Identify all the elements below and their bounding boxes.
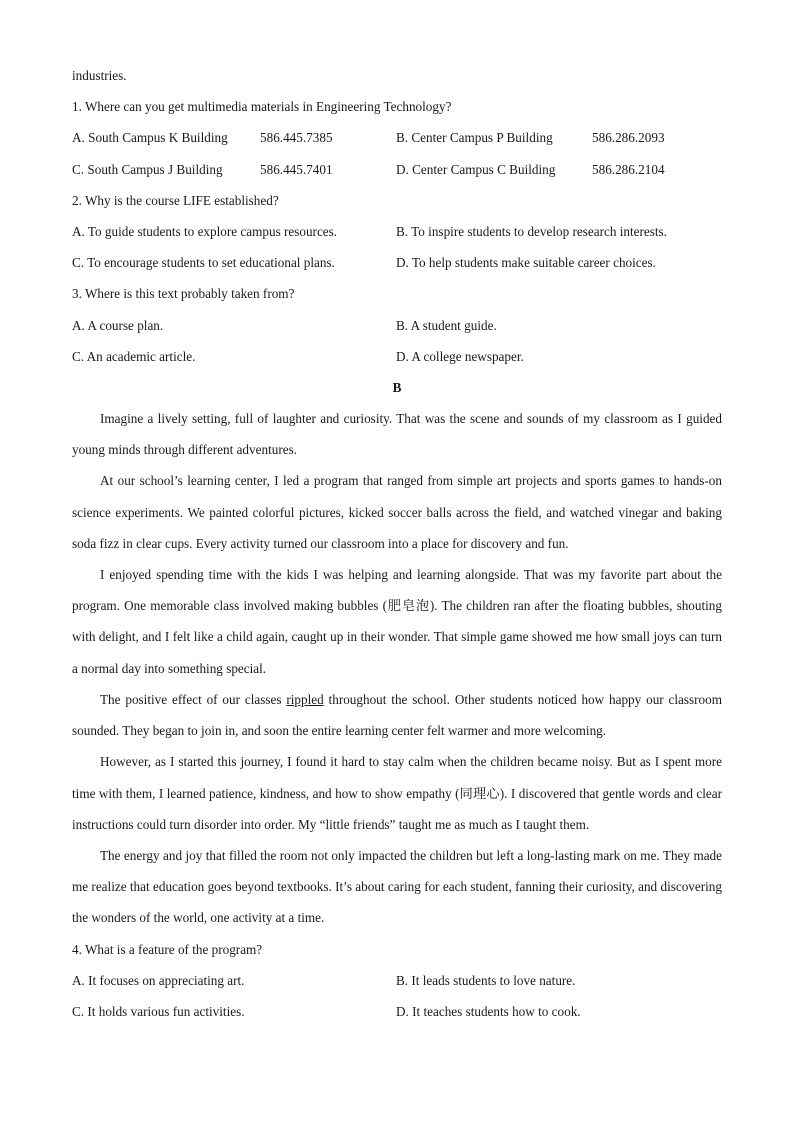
q3-option-d: D. A college newspaper.	[396, 348, 524, 364]
question-1: 1. Where can you get multimedia materials in Engineering Technology?	[72, 99, 452, 115]
question-4: 4. What is a feature of the program?	[72, 941, 263, 957]
q4-options-row-1	[72, 965, 722, 996]
q1-options-row-2	[72, 154, 722, 185]
q1-options-row-1	[72, 122, 722, 153]
q1-option-b: B. Center Campus P Building	[396, 130, 553, 146]
q1-option-a-phone: 586.445.7385	[260, 130, 333, 146]
question-3: 3. Where is this text probably taken from?	[72, 286, 295, 302]
section-b-paragraph-1: Imagine a lively setting, full of laughter and curiosity. That was the scene and sounds of my classroom as I guided young minds through different adventures.	[72, 411, 722, 458]
q4-option-d: D. It teaches students how to cook.	[396, 1003, 581, 1019]
q1-option-c: C. South Campus J Building	[72, 161, 223, 177]
section-b-paragraph-3: I enjoyed spending time with the kids I was helping and learning alongside. That was my favorite part about the program. One memorable class involved making bubbles (肥皂泡). The children ran after the floating bubbles, shouting with delight, and I felt like a child again, caught up in their wonder. That simple game showed me how small joys can turn a normal day into something special.	[72, 567, 722, 676]
q3-option-c: C. An academic article.	[72, 348, 196, 364]
q4-option-c: C. It holds various fun activities.	[72, 1003, 245, 1019]
section-b-paragraph-2: At our school’s learning center, I led a program that ranged from simple art projects and sports games to hands-on science experiments. We painted colorful pictures, kicked soccer balls across the field, and watched vinegar and baking soda fizz in clear cups. Every activity turned our classroom into a place for discovery and fun.	[72, 473, 722, 551]
paragraph-4-end: throughout the school. Other students noticed how happy our classroom sounded. They began to join in, and soon the entire learning center felt warmer and more welcoming.	[72, 691, 722, 739]
q1-option-b-phone: 586.286.2093	[592, 130, 665, 146]
section-b-paragraph-4	[72, 684, 722, 746]
q4-option-a: A. It focuses on appreciating art.	[72, 972, 245, 988]
q2-options-row-2	[72, 247, 722, 278]
paragraph-4-start: The positive effect of our classes	[100, 691, 287, 707]
q2-option-d: D. To help students make suitable career choices.	[396, 255, 656, 271]
section-b-title: B	[392, 379, 402, 395]
q2-option-c: C. To encourage students to set educational plans.	[72, 255, 335, 271]
q2-option-a: A. To guide students to explore campus resources.	[72, 223, 338, 239]
section-b-paragraph-6: The energy and joy that filled the room not only impacted the children but left a long-lasting mark on me. They made me realize that education goes beyond textbooks. It’s about caring for each student, fanning their curiosity, and discovering the wonders of the world, one activity at a time.	[72, 847, 722, 926]
q1-option-d-phone: 586.286.2104	[592, 161, 665, 177]
underlined-word-rippled: rippled	[286, 691, 324, 707]
q1-option-a: A. South Campus K Building	[72, 130, 228, 146]
document-page	[72, 60, 722, 1027]
q3-option-b: B. A student guide.	[396, 317, 497, 333]
question-2: 2. Why is the course LIFE established?	[72, 192, 279, 208]
q2-options-row-1	[72, 216, 722, 247]
q1-option-c-phone: 586.445.7401	[260, 161, 333, 177]
q1-option-d: D. Center Campus C Building	[396, 161, 556, 177]
section-b-paragraph-5: However, as I started this journey, I found it hard to stay calm when the children became noisy. But as I spent more time with them, I learned patience, kindness, and how to show empathy (同理心). I discovered that gentle words and clear instructions could turn disorder into order. My “little friends” taught me as much as I taught them.	[72, 754, 722, 832]
q3-options-row-2	[72, 341, 722, 372]
q3-option-a: A. A course plan.	[72, 317, 164, 333]
q4-options-row-2	[72, 996, 722, 1027]
top-fragment: industries.	[72, 68, 127, 83]
q3-options-row-1	[72, 310, 722, 341]
q4-option-b: B. It leads students to love nature.	[396, 972, 576, 988]
q2-option-b: B. To inspire students to develop research interests.	[396, 223, 667, 239]
